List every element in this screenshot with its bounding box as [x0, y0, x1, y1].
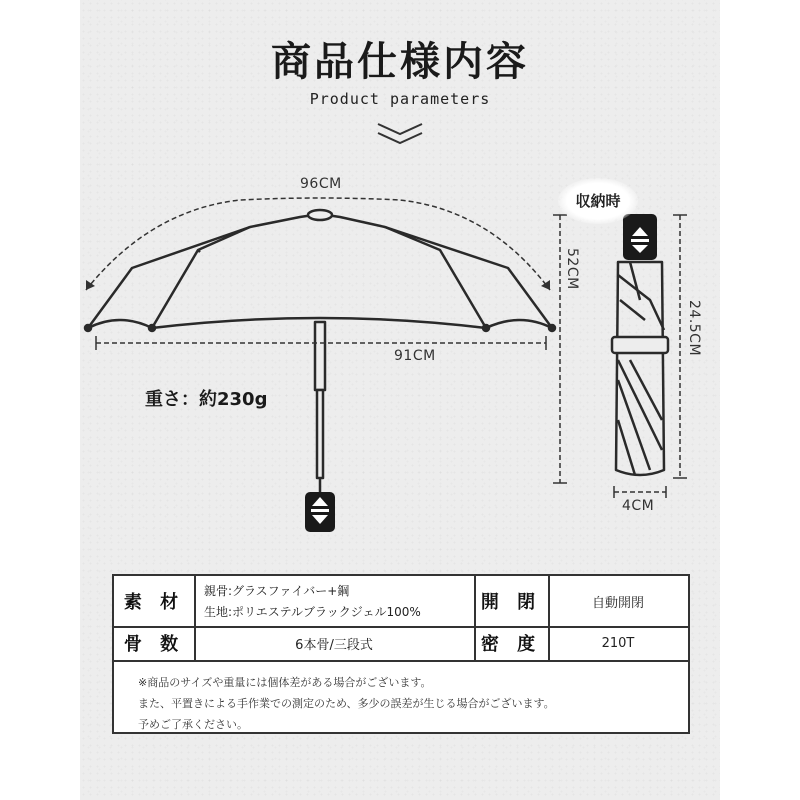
note-line-2: また、平置きによる手作業での測定のため、多少の誤差が生じる場合がございます。	[138, 697, 555, 710]
ribs-value: 6本骨/三段式	[295, 637, 373, 653]
span-width-label: 91CM	[394, 348, 436, 364]
open-umbrella	[85, 210, 555, 494]
density-key: 密 度	[480, 634, 542, 655]
folded-umbrella	[612, 214, 668, 475]
note-line-3: 予めご了承ください。	[138, 718, 248, 731]
disclaimer-note	[138, 672, 555, 735]
material-line-2: 生地:ポリエステルブラックジェル100%	[204, 604, 421, 619]
material-key: 素 材	[123, 592, 185, 613]
arc-width-label: 96CM	[300, 176, 342, 192]
note-line-1: ※商品のサイズや重量には個体差がある場合がございます。	[138, 676, 432, 689]
folded-length-label: 24.5CM	[686, 300, 702, 357]
open-close-value: 自動開閉	[591, 595, 644, 611]
page-subtitle: Product parameters	[309, 90, 491, 108]
density-value: 210T	[601, 635, 635, 651]
open-length-label: 52CM	[564, 248, 580, 290]
page-title: 商品仕様内容	[271, 38, 529, 85]
open-close-key: 開 閉	[480, 592, 542, 613]
weight-label: 重さ：約230g	[145, 389, 268, 410]
material-line-1: 親骨:グラスファイバー+鋼	[204, 583, 350, 598]
spec-table	[112, 574, 690, 734]
stored-state-label: 収納時	[558, 178, 638, 224]
ribs-key: 骨 数	[123, 634, 185, 655]
table-divider	[114, 660, 688, 662]
folded-width-label: 4CM	[622, 498, 655, 514]
handle-icon	[305, 492, 335, 532]
